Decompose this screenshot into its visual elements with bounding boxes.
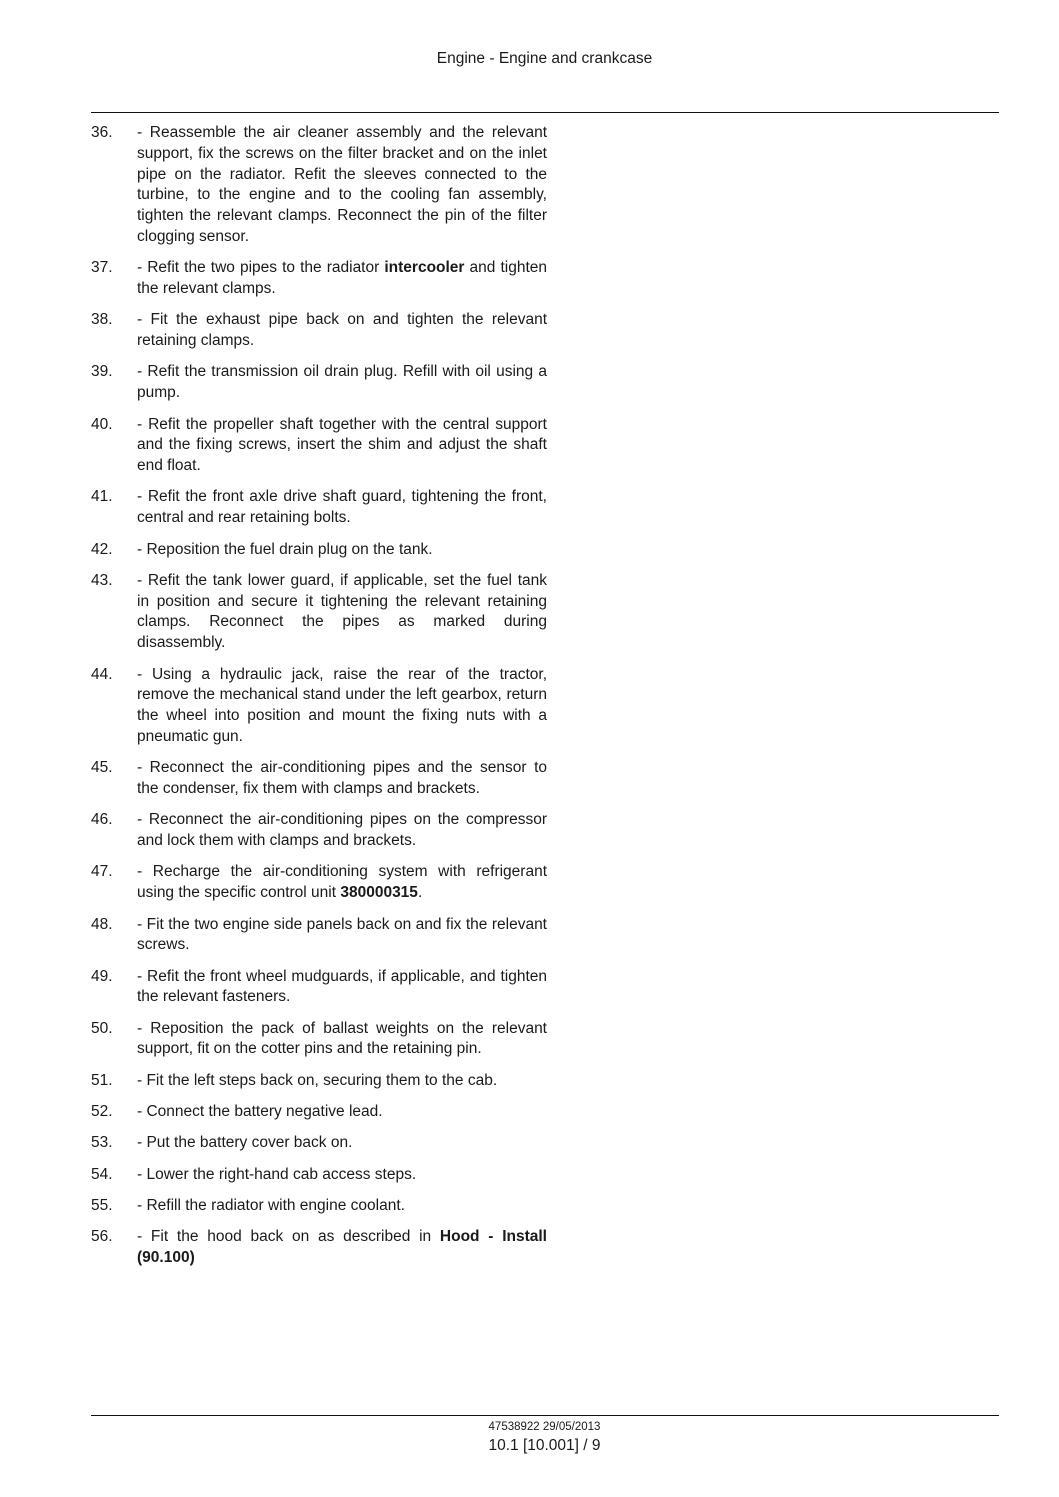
step-text-run: - Reassemble the air cleaner assembly and the relevant support, fix the screws on the filter bracket and on the inlet pipe on the radiator. Refit the sleeves connected to the turbine, to the engine and to the cooling fan assembly, tighten the relevant clamps. Reconnect the pin of the filter clogging sensor.: [137, 124, 547, 245]
step-text-run: - Recharge the air-conditioning system with refrigerant using the specific control unit: [137, 863, 547, 902]
step-text-run: - Refill the radiator with engine coolant.: [137, 1196, 405, 1214]
step-text: [137, 967, 547, 1009]
step-number: 51.: [91, 1071, 113, 1089]
step-number: 48.: [91, 915, 113, 933]
footer-divider: [91, 1415, 999, 1416]
step-text: [137, 1071, 547, 1092]
step-text-emphasis: intercooler: [384, 259, 465, 277]
step-number: 44.: [91, 665, 113, 683]
step-text-run: - Fit the exhaust pipe back on and tighten the relevant retaining clamps.: [137, 311, 547, 350]
step-number: 43.: [91, 571, 113, 589]
step-number: 42.: [91, 540, 113, 558]
step-text: [137, 415, 547, 477]
procedure-step: [91, 1196, 547, 1217]
step-text-run: - Reconnect the air-conditioning pipes on the compressor and lock them with clamps and brackets.: [137, 811, 547, 850]
procedure-step: [91, 1102, 547, 1123]
step-text: [137, 810, 547, 852]
procedure-step: [91, 967, 547, 1009]
footer-document-reference: 47538922 29/05/2013: [488, 1421, 601, 1433]
step-number: 36.: [91, 124, 113, 141]
step-number: 47.: [91, 863, 113, 881]
step-text: [137, 1133, 547, 1154]
procedure-step: [91, 1019, 547, 1061]
procedure-step: [91, 810, 547, 852]
step-number: 55.: [91, 1196, 113, 1214]
step-number: 50.: [91, 1019, 113, 1037]
step-text-run: - Refit the tank lower guard, if applicable, set the fuel tank in position and secure it tightening the relevant retaining clamps. Reconnect the pipes as marked during disassembly.: [137, 571, 547, 652]
procedure-step: [91, 310, 547, 352]
step-text-run: - Refit the front axle drive shaft guard, tightening the front, central and rear retaining bolts.: [137, 488, 547, 527]
step-text-run: - Put the battery cover back on.: [137, 1134, 353, 1152]
step-number: 39.: [91, 363, 113, 381]
page-header-title: Engine - Engine and crankcase: [436, 50, 653, 67]
step-text-run: - Refit the two pipes to the radiator: [137, 259, 385, 277]
procedure-step: [91, 758, 547, 800]
step-number: 52.: [91, 1103, 113, 1121]
step-number: 49.: [91, 967, 113, 985]
procedure-steps-list: [91, 123, 547, 1279]
step-text: [137, 123, 547, 248]
step-number: 46.: [91, 811, 113, 829]
step-number: 41.: [91, 488, 113, 506]
procedure-step: [91, 862, 547, 904]
step-text-run: - Reposition the fuel drain plug on the tank.: [137, 540, 433, 558]
footer-page-reference: 10.1 [10.001] / 9: [488, 1437, 601, 1454]
procedure-step: [91, 1227, 547, 1269]
step-text-run: - Fit the left steps back on, securing them to the cab.: [137, 1071, 498, 1089]
step-text-run: and tighten the relevant clamps.: [137, 259, 548, 298]
step-text-run: - Using a hydraulic jack, raise the rear of the tractor, remove the mechanical stand under the left gearbox, return the wheel into position and mount the fixing nuts with a pneumatic gun.: [137, 665, 547, 745]
step-text-run: - Reposition the pack of ballast weights on the relevant support, fit on the cotter pins and the retaining pin.: [137, 1019, 547, 1058]
procedure-step: [91, 362, 547, 404]
step-text-emphasis: Hood - Install (90.100): [137, 1228, 547, 1267]
step-text: [137, 487, 547, 529]
procedure-step: [91, 1071, 547, 1092]
procedure-step: [91, 540, 547, 561]
step-number: 45.: [91, 759, 113, 777]
step-text: [137, 571, 547, 654]
step-number: 37.: [91, 259, 113, 277]
step-text: [137, 665, 547, 748]
step-text-run: - Refit the transmission oil drain plug. Refill with oil using a pump.: [137, 363, 547, 402]
step-number: 56.: [91, 1228, 113, 1246]
step-text-run: - Lower the right-hand cab access steps.: [137, 1165, 417, 1183]
step-text-run: .: [417, 884, 423, 902]
procedure-step: [91, 258, 547, 300]
header-divider: [91, 112, 999, 113]
step-text: [137, 915, 547, 957]
procedure-step: [91, 915, 547, 957]
step-text-run: - Reconnect the air-conditioning pipes and the sensor to the condenser, fix them with clamps and brackets.: [137, 759, 547, 798]
procedure-step: [91, 571, 547, 654]
step-text-emphasis: 380000315: [340, 884, 418, 902]
step-number: 53.: [91, 1134, 113, 1152]
step-text: [137, 1196, 547, 1217]
step-text: [137, 758, 547, 800]
step-number: 40.: [91, 415, 113, 433]
procedure-step: [91, 1165, 547, 1186]
step-text-run: - Connect the battery negative lead.: [137, 1103, 383, 1121]
step-text: [137, 862, 547, 904]
procedure-step: [91, 1133, 547, 1154]
step-number: 38.: [91, 311, 113, 329]
step-text: [137, 310, 547, 352]
procedure-step: [91, 665, 547, 748]
procedure-step: [91, 487, 547, 529]
step-text-run: - Refit the front wheel mudguards, if applicable, and tighten the relevant fasteners.: [137, 967, 547, 1006]
step-text-run: - Refit the propeller shaft together with the central support and the fixing screws, insert the shim and adjust the shaft end float.: [137, 415, 547, 475]
step-text: [137, 540, 547, 561]
step-number: 54.: [91, 1165, 113, 1183]
step-text: [137, 1165, 547, 1186]
step-text: [137, 362, 547, 404]
step-text: [137, 1102, 547, 1123]
step-text: [137, 1019, 547, 1061]
step-text-run: - Fit the hood back on as described in: [137, 1228, 440, 1246]
procedure-step: [91, 415, 547, 477]
step-text: [137, 258, 547, 300]
step-text-run: - Fit the two engine side panels back on and fix the relevant screws.: [137, 915, 547, 954]
step-text: [137, 1227, 547, 1269]
procedure-step: [91, 123, 547, 248]
